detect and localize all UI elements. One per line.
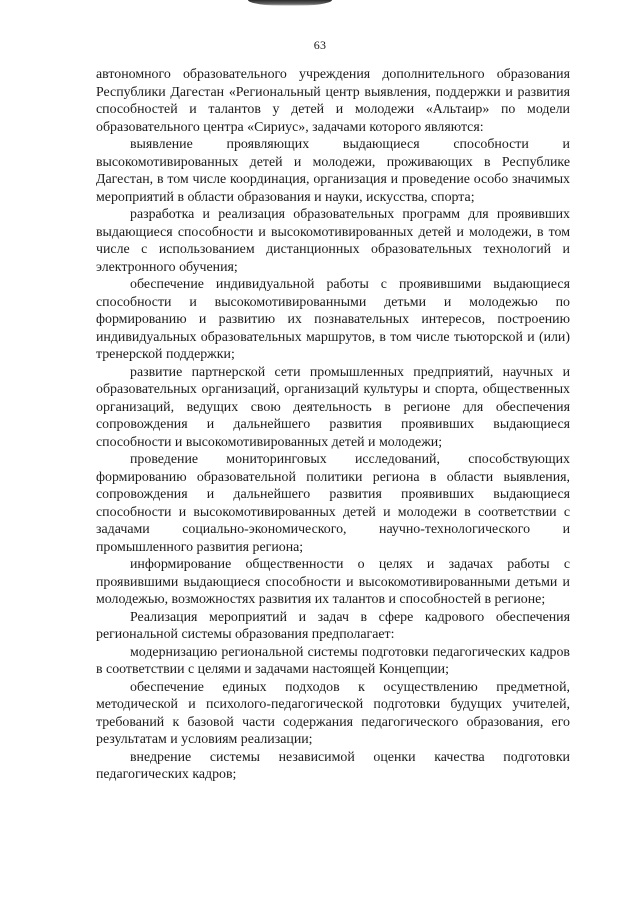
paragraph-item-informing: информирование общественности о целях и задачах работы с проявившими выдающиеся способности и высокомотивированными детьми и молодежью, возможностях развития их талантов и способностей в регионе; [96,557,570,607]
paragraph-item-individual-work: обеспечение индивидуальной работы с проявившими выдающиеся способности и высокомотивированными детьми и молодежью по формированию и развитию их познавательных интересов, построению индивидуальных образовательных маршрутов, в том числе тьюторской и (или) тренерской поддержки; [96,277,570,362]
paragraph-item-partner-network: развитие партнерской сети промышленных предприятий, научных и образовательных организаций, организаций культуры и спорта, общественных организаций, ведущих свою деятельность в регионе для обеспечения сопровождения и дальнейшего развития проявивших выдающиеся способности и высокомотивированных детей и молодежи; [96,364,570,450]
scan-artifact [248,0,332,6]
document-body [96,66,570,784]
paragraph-item-programs: разработка и реализация образовательных программ для проявивших выдающиеся способности и высокомотивированных детей и молодежи, в том числе с использованием дистанционных образовательных технологий и электронного обучения; [96,207,570,275]
paragraph-item-identification: выявление проявляющих выдающиеся способности и высокомотивированных детей и молодежи, проживающих в Республике Дагестан, в том числе координация, организация и проведение особо значимых мероприятий в области образования и науки, искусства, спорта; [96,137,570,205]
page-number: 63 [313,38,327,52]
paragraph-continuation: автономного образовательного учреждения дополнительного образования Республики Дагестан «Региональный центр выявления, поддержки и развития способностей и талантов у детей и молодежи «Альтаир» по модели образовательного центра «Сириус», задачами которого являются: [96,67,570,135]
paragraph-item-modernization: модернизацию региональной системы подготовки педагогических кадров в соответствии с целями и задачами настоящей Концепции; [96,644,570,677]
paragraph-item-unified-approaches: обеспечение единых подходов к осуществлению предметной, методической и психолого-педагогической подготовки будущих учителей, требований к базовой части содержания педагогического образования, его результатам и условиям реализации; [96,679,570,747]
paragraph-item-independent-assessment: внедрение системы независимой оценки качества подготовки педагогических кадров; [96,749,570,782]
paragraph-item-monitoring: проведение мониторинговых исследований, способствующих формированию образовательной политики региона в области выявления, сопровождения и дальнейшего развития проявивших выдающиеся способности и высокомотивированных детей и молодежи в соответствии с задачами социально-экономического, научно-технологического и промышленного развития региона; [96,452,570,555]
paragraph-staffing-intro: Реализация мероприятий и задач в сфере кадрового обеспечения региональной системы образования предполагает: [96,609,570,642]
